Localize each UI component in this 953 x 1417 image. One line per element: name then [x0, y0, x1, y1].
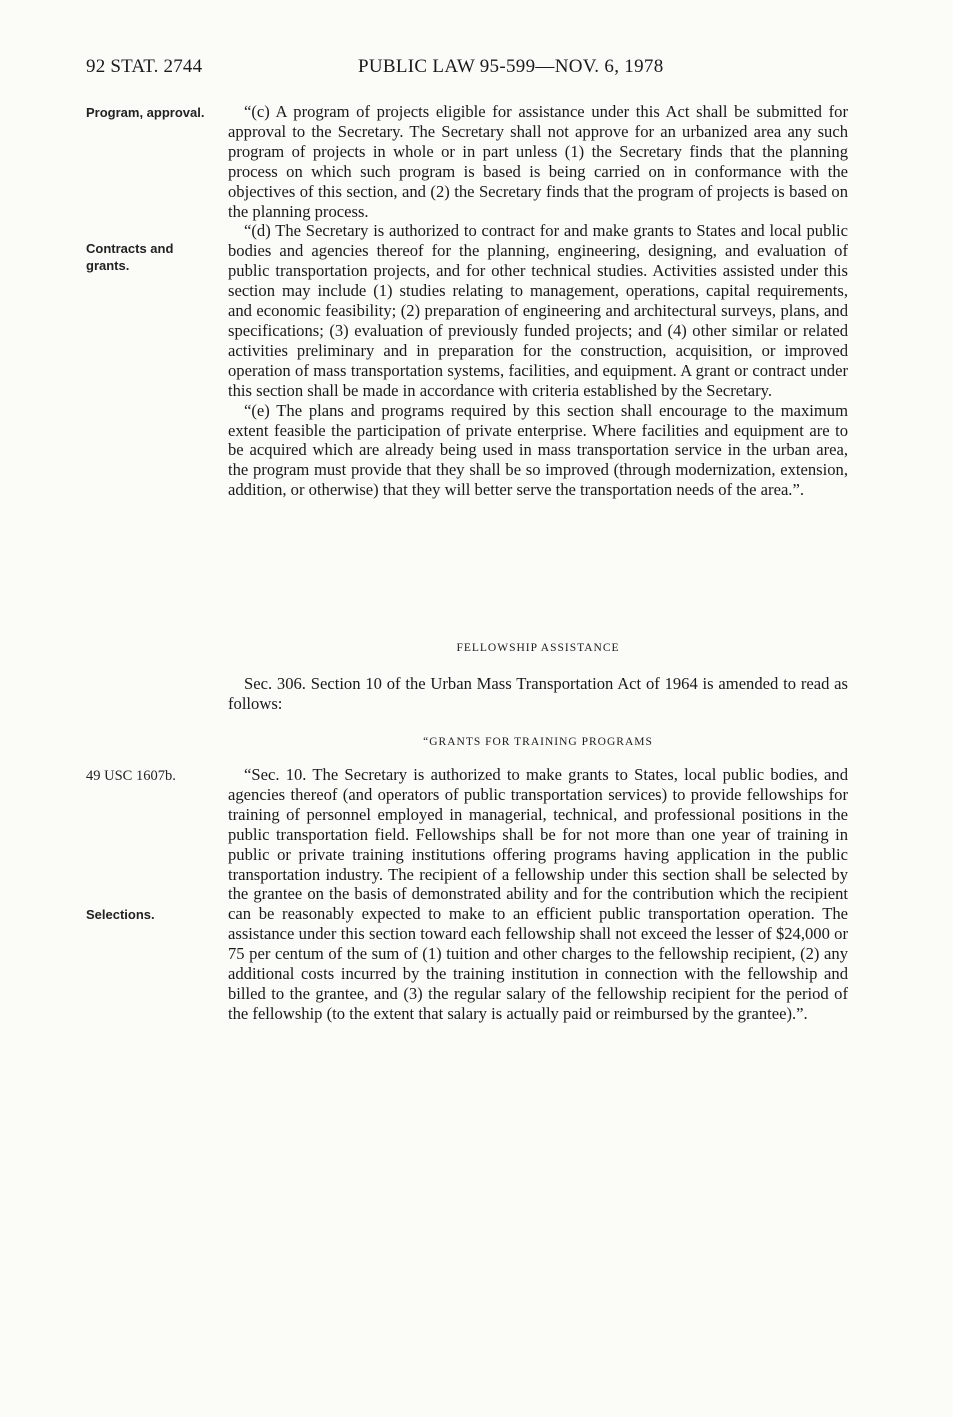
margin-note-contracts-grants: Contracts and grants. — [86, 241, 174, 273]
margin-note-selections: Selections. — [86, 907, 155, 922]
paragraph-d: “(d) The Secretary is authorized to contract for and make grants to States and local public bodies and agencies thereof for the planning, engineering, designing, and evaluation of public transportation projects, and for other technical studies. Activities assisted under this section may include (1) studies relating to management, operations, capital requirements, and economic feasibility; (2) preparation of engineering and architectural surveys, plans, and specifications; (3) evaluation of previously funded projects; and (4) other similar or related activities preliminary and in preparation for the construction, acquisition, or improved operation of mass transportation systems, facilities, and equipment. A grant or contract under this section shall be made in accordance with criteria established by the Secretary. — [228, 221, 848, 400]
section-306 — [228, 674, 848, 714]
main-text-upper — [228, 102, 848, 500]
stat-page-number: 92 STAT. 2744 — [86, 56, 203, 77]
paragraph-c: “(c) A program of projects eligible for assistance under this Act shall be submitted for approval to the Secretary. The Secretary shall not approve for an urbanized area any such program of projects in whole or in part unless (1) the Secretary finds that the planning process on which such program is based is being carried on in conformance with the objectives of this section, and (2) the Secretary finds that the program of projects is based on the planning process. — [228, 102, 848, 221]
section-10 — [228, 765, 848, 1024]
sec-10-paragraph: “Sec. 10. The Secretary is authorized to make grants to States, local public bodies, and agencies thereof (and operators of public transportation services) to provide fellowships for training of personnel employed in managerial, technical, and professional positions in the public transportation field. Fellowships shall be for not more than one year of training in public or private training institutions offering programs having application in the public transportation industry. The recipient of a fellowship under this section shall be selected by the grantee on the basis of demonstrated ability and for the contribution which the recipient can be reasonably expected to make to an efficient public transportation operation. The assistance under this section toward each fellowship shall not exceed the lesser of $24,000 or 75 per centum of the sum of (1) tuition and other charges to the fellowship recipient, (2) any additional costs incurred by the training institution in connection with the fellowship and billed to the grantee, and (3) the regular salary of the fellowship recipient for the period of the fellowship (to the extent that salary is actually paid or reimbursed by the grantee).”. — [228, 765, 848, 1023]
margin-note-program-approval: Program, approval. — [86, 105, 205, 120]
page-header — [0, 56, 953, 84]
grants-for-training-heading: “GRANTS FOR TRAINING PROGRAMS — [423, 736, 653, 748]
sec-306-paragraph: Sec. 306. Section 10 of the Urban Mass Transportation Act of 1964 is amended to read as follows: — [228, 674, 848, 713]
fellowship-assistance-heading: FELLOWSHIP ASSISTANCE — [456, 642, 620, 654]
paragraph-e: “(e) The plans and programs required by this section shall encourage to the maximum extent feasible the participation of private enterprise. Where facilities and equipment are to be acquired which are already being used in mass transportation service in the urban area, the program must provide that they shall be so improved (through modernization, extension, addition, or otherwise) that they will better serve the transportation needs of the area.”. — [228, 400, 848, 500]
margin-note-usc-cite: 49 USC 1607b. — [86, 768, 176, 784]
law-title: PUBLIC LAW 95-599—NOV. 6, 1978 — [358, 56, 664, 77]
